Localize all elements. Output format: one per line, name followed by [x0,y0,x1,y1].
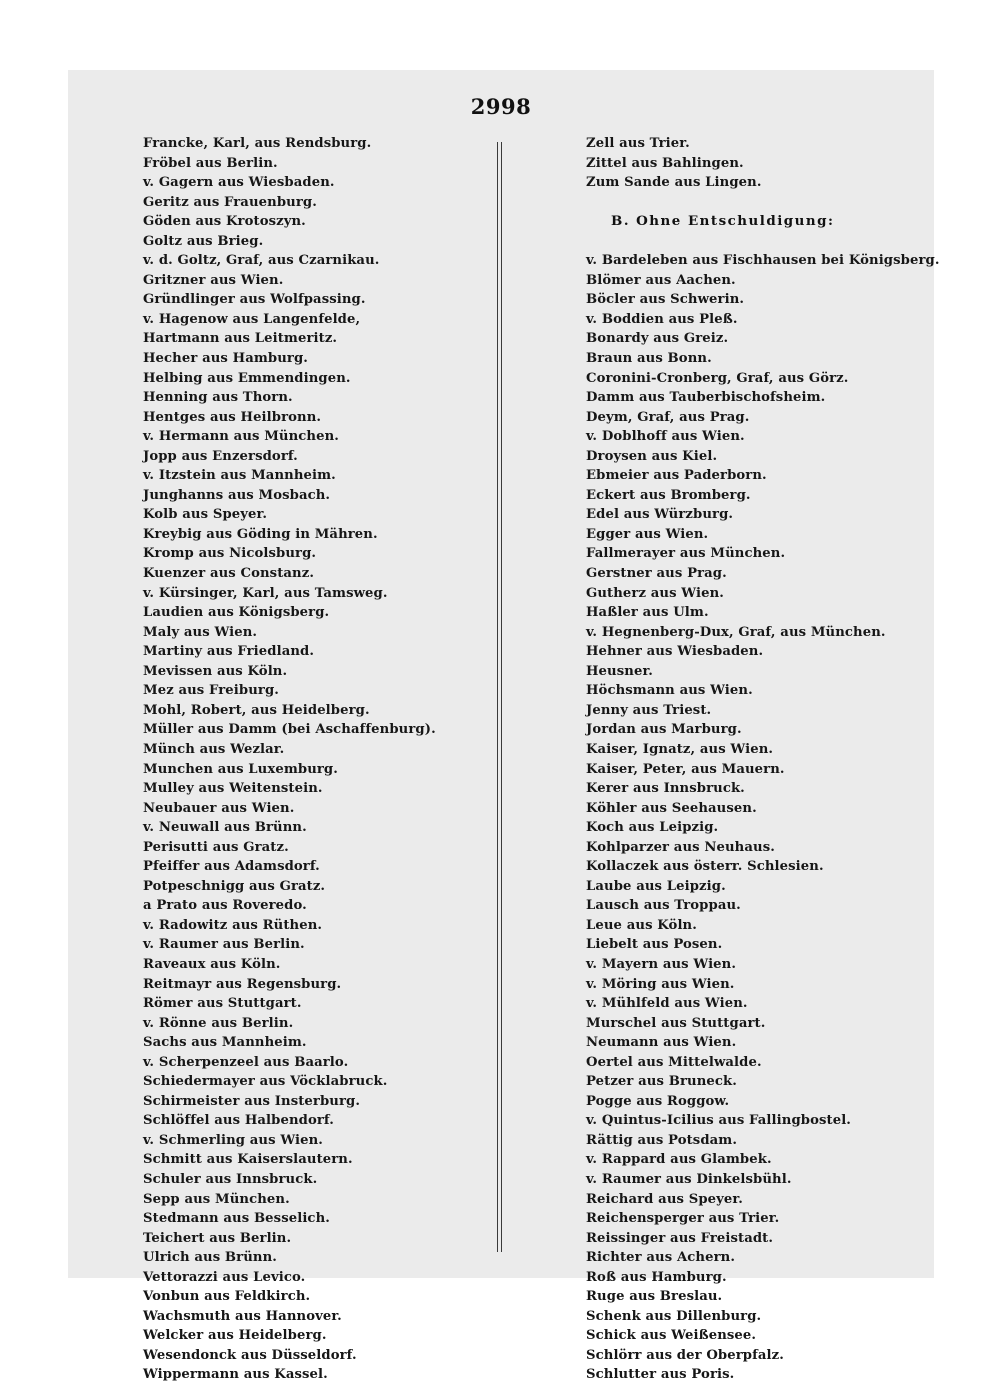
list-entry: Neubauer aus Wien. [143,800,295,816]
list-entry: Kaiser, Ignatz, aus Wien. [586,741,774,757]
list-entry: Welcker aus Heidelberg. [143,1328,327,1344]
list-entry: Gründlinger aus Wolfpassing. [143,292,366,308]
list-entry: Stedmann aus Besselich. [143,1211,330,1227]
list-entry: Deym, Graf, aus Prag. [586,409,750,425]
list-entry: Maly aus Wien. [143,624,258,640]
list-entry: Laube aus Leipzig. [586,878,726,894]
list-entry: Kolb aus Speyer. [143,507,268,523]
spacer [586,193,926,213]
list-entry: Richter aus Achern. [586,1250,736,1266]
list-entry: Kohlparzer aus Neuhaus. [586,839,775,855]
list-entry: v. Quintus-Icilius aus Fallingbostel. [586,1113,851,1129]
list-entry: Mez aus Freiburg. [143,683,279,699]
list-entry: v. Rappard aus Glambek. [586,1152,772,1168]
list-entry: Köhler aus Seehausen. [586,800,757,816]
list-entry: a Prato aus Roveredo. [143,898,307,914]
list-entry: Pogge aus Roggow. [586,1093,730,1109]
list-entry: Hartmann aus Leitmeritz. [143,331,338,347]
list-entry: Rättig aus Potsdam. [586,1132,738,1148]
list-entry: Henning aus Thorn. [143,390,293,406]
list-entry: v. Boddien aus Pleß. [586,311,738,327]
list-entry: Braun aus Bonn. [586,351,712,367]
list-entry: Schlörr aus der Oberpfalz. [586,1347,784,1363]
document-page [68,70,940,1383]
list-entry: Mulley aus Weitenstein. [143,781,323,797]
list-entry: Gutherz aus Wien. [586,585,724,601]
list-entry: Reichensperger aus Trier. [586,1211,780,1227]
list-entry: Eckert aus Bromberg. [586,487,751,503]
list-entry: Jenny aus Triest. [586,702,712,718]
list-entry: v. Mayern aus Wien. [586,956,737,972]
list-entry: Ulrich aus Brünn. [143,1250,277,1266]
list-entry: Hehner aus Wiesbaden. [586,644,764,660]
list-entry: Gritzner aus Wien. [143,272,284,288]
list-entry: Wachsmuth aus Hannover. [143,1308,342,1324]
list-entry: Hentges aus Heilbronn. [143,409,322,425]
list-entry: v. Itzstein aus Mannheim. [143,468,336,484]
list-entry: Kerer aus Innsbruck. [586,781,745,797]
list-entry: Koch aus Leipzig. [586,820,719,836]
list-entry: Höchsmann aus Wien. [586,683,753,699]
list-entry: Reissinger aus Freistadt. [586,1230,774,1246]
list-entry: v. Hegnenberg-Dux, Graf, aus München. [586,624,886,640]
list-entry: Potpeschnigg aus Gratz. [143,878,326,894]
list-entry: Petzer aus Bruneck. [586,1074,737,1090]
spacer [586,232,926,252]
list-entry: Müller aus Damm (bei Aschaffenburg). [143,722,436,738]
list-entry: Schuler aus Innsbruck. [143,1171,318,1187]
list-entry: Murschel aus Stuttgart. [586,1015,766,1031]
list-entry: Coronini-Cronberg, Graf, aus Görz. [586,370,849,386]
list-entry: Kollaczek aus österr. Schlesien. [586,859,824,875]
list-entry: v. Raumer aus Berlin. [143,937,305,953]
list-entry: Edel aus Würzburg. [586,507,734,523]
list-entry: Liebelt aus Posen. [586,937,723,953]
list-entry: Reichard aus Speyer. [586,1191,743,1207]
list-entry: Pfeiffer aus Adamsdorf. [143,859,320,875]
list-entry: Neumann aus Wien. [586,1035,737,1051]
list-entry: v. Hagenow aus Langenfelde, [143,311,361,327]
list-entry: Kreybig aus Göding in Mähren. [143,526,378,542]
list-entry: Schirmeister aus Insterburg. [143,1093,361,1109]
list-entry: Mevissen aus Köln. [143,663,288,679]
section-heading: B. Ohne Entschuldigung: [611,213,835,230]
list-entry: Römer aus Stuttgart. [143,996,302,1012]
list-entry: v. Scherpenzeel aus Baarlo. [143,1054,349,1070]
list-entry: v. Rönne aus Berlin. [143,1015,294,1031]
list-entry: Bonardy aus Greiz. [586,331,729,347]
list-entry: Mohl, Robert, aus Heidelberg. [143,702,370,718]
list-entry: Schiedermayer aus Vöcklabruck. [143,1074,388,1090]
list-entry: Hecher aus Hamburg. [143,351,308,367]
list-entry: Zum Sande aus Lingen. [586,175,762,191]
list-entry: Zittel aus Bahlingen. [586,155,744,171]
list-entry: Laudien aus Königsberg. [143,605,330,621]
right-column [586,134,940,1385]
list-entry: v. Möring aus Wien. [586,976,735,992]
list-entry: Zell aus Trier. [586,136,690,151]
list-entry: Sachs aus Mannheim. [143,1035,307,1051]
list-entry: Helbing aus Emmendingen. [143,370,351,386]
list-entry: v. Radowitz aus Rüthen. [143,917,323,933]
list-entry: v. Raumer aus Dinkelsbühl. [586,1171,792,1187]
list-entry: Goltz aus Brieg. [143,233,264,249]
list-entry: Munchen aus Luxemburg. [143,761,338,777]
list-entry: Jordan aus Marburg. [586,722,742,738]
list-entry: v. Schmerling aus Wien. [143,1132,323,1148]
list-entry: Leue aus Köln. [586,917,697,933]
list-entry: Reitmayr aus Regensburg. [143,976,342,992]
list-entry: Oertel aus Mittelwalde. [586,1054,762,1070]
list-entry: Perisutti aus Gratz. [143,839,289,855]
list-entry: Böcler aus Schwerin. [586,292,745,308]
list-entry: Gerstner aus Prag. [586,566,727,582]
list-entry: Heusner. [586,663,653,679]
list-entry: Geritz aus Frauenburg. [143,194,317,210]
list-entry: Fröbel aus Berlin. [143,155,278,171]
list-entry: Haßler aus Ulm. [586,605,709,621]
list-entry: Fallmerayer aus München. [586,546,786,562]
list-entry: Vonbun aus Feldkirch. [143,1289,311,1305]
list-entry: Schenk aus Dillenburg. [586,1308,762,1324]
list-entry: v. Neuwall aus Brünn. [143,820,307,836]
list-entry: Schick aus Weißensee. [586,1328,757,1344]
list-entry: Schlutter aus Poris. [586,1367,735,1383]
list-entry: v. Doblhoff aus Wien. [586,429,745,445]
list-entry: Schmitt aus Kaiserslautern. [143,1152,353,1168]
list-entry: Raveaux aus Köln. [143,956,281,972]
list-entry: v. d. Goltz, Graf, aus Czarnikau. [143,253,380,269]
list-entry: Kromp aus Nicolsburg. [143,546,317,562]
list-entry: Francke, Karl, aus Rendsburg. [143,136,372,151]
list-entry: Kuenzer aus Constanz. [143,566,315,582]
list-entry: v. Mühlfeld aus Wien. [586,996,748,1012]
list-entry: Roß aus Hamburg. [586,1269,727,1285]
list-entry: Göden aus Krotoszyn. [143,214,306,230]
list-entry: Vettorazzi aus Levico. [143,1269,306,1285]
list-entry: Ruge aus Breslau. [586,1289,723,1305]
list-entry: v. Hermann aus München. [143,429,339,445]
list-entry: v. Bardeleben aus Fischhausen bei Königsberg. [586,253,940,269]
list-entry: Kaiser, Peter, aus Mauern. [586,761,785,777]
list-entry: Lausch aus Troppau. [586,898,741,914]
list-entry: Ebmeier aus Paderborn. [586,468,767,484]
list-entry: Sepp aus München. [143,1191,290,1207]
list-entry: Egger aus Wien. [586,526,709,542]
list-entry: Junghanns aus Mosbach. [143,487,331,503]
left-column [143,134,483,1385]
page-number: 2998 [470,94,532,119]
list-entry: v. Kürsinger, Karl, aus Tamsweg. [143,585,388,601]
list-entry: Blömer aus Aachen. [586,272,736,288]
list-entry: Teichert aus Berlin. [143,1230,292,1246]
list-entry: v. Gagern aus Wiesbaden. [143,175,335,191]
list-entry: Wesendonck aus Düsseldorf. [143,1347,357,1363]
list-entry: Wippermann aus Kassel. [143,1367,328,1383]
column-divider [497,142,502,1252]
list-entry: Schlöffel aus Halbendorf. [143,1113,334,1129]
list-entry: Martiny aus Friedland. [143,644,315,660]
list-entry: Jopp aus Enzersdorf. [143,448,298,464]
list-entry: Münch aus Wezlar. [143,741,285,757]
list-entry: Damm aus Tauberbischofsheim. [586,390,826,406]
list-entry: Droysen aus Kiel. [586,448,718,464]
